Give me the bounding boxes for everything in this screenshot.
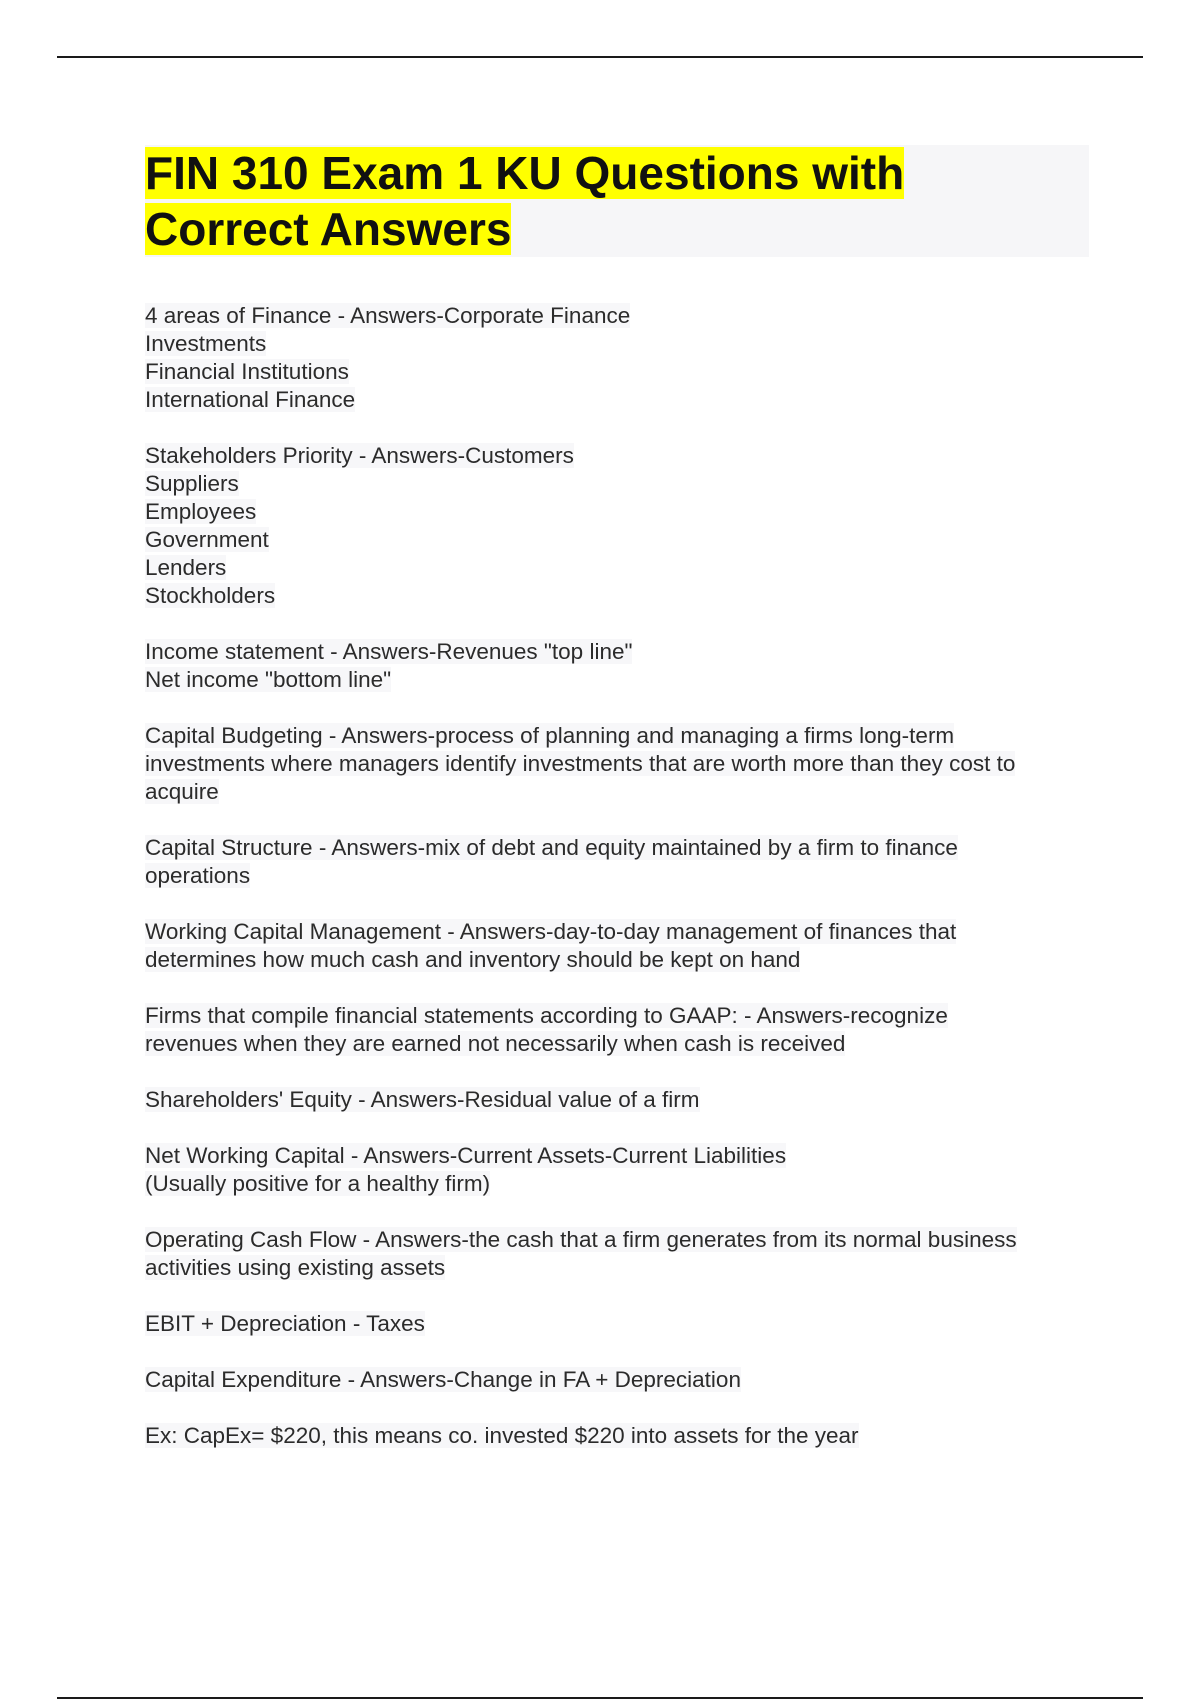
footer-rule: [57, 1697, 1143, 1699]
qa-entry-operating-cash-flow: [145, 1226, 1095, 1282]
entry-line: Shareholders' Equity - Answers-Residual value of a firm: [145, 1087, 700, 1112]
qa-entry-ocf-formula: [145, 1310, 1095, 1338]
entry-line: Net income "bottom line": [145, 667, 392, 692]
entry-line: Investments: [145, 331, 267, 356]
entry-line: Employees: [145, 499, 257, 524]
header-rule: [57, 56, 1143, 58]
entry-line: Capital Expenditure - Answers-Change in FA + Depreciation: [145, 1367, 741, 1392]
qa-entry-shareholders-equity: [145, 1086, 1095, 1114]
entry-line: acquire: [145, 779, 219, 804]
entry-line: operations: [145, 863, 251, 888]
qa-entry-gaap: [145, 1002, 1095, 1058]
entry-line: Lenders: [145, 555, 227, 580]
entry-line: EBIT + Depreciation - Taxes: [145, 1311, 425, 1336]
entry-line: Operating Cash Flow - Answers-the cash that a firm generates from its normal business: [145, 1227, 1017, 1252]
title-line-1: FIN 310 Exam 1 KU Questions with: [145, 147, 905, 199]
qa-entry-net-working-capital: [145, 1142, 1095, 1198]
title-block: [145, 145, 1089, 257]
entry-line: 4 areas of Finance - Answers-Corporate Finance: [145, 303, 631, 328]
document-title: [145, 145, 1089, 257]
entry-line: Ex: CapEx= $220, this means co. invested $220 into assets for the year: [145, 1423, 859, 1448]
qa-entry-capital-structure: [145, 834, 1095, 890]
qa-entry-stakeholders: [145, 442, 1095, 610]
entry-line: Stakeholders Priority - Answers-Customers: [145, 443, 574, 468]
qa-entry-capital-budgeting: [145, 722, 1095, 806]
entry-line: revenues when they are earned not necessarily when cash is received: [145, 1031, 846, 1056]
entry-line: Capital Structure - Answers-mix of debt and equity maintained by a firm to finance: [145, 835, 958, 860]
qa-list: [145, 302, 1095, 1478]
qa-entry-working-capital-management: [145, 918, 1095, 974]
entry-line: Net Working Capital - Answers-Current Assets-Current Liabilities: [145, 1143, 787, 1168]
qa-entry-capex-example: [145, 1422, 1095, 1450]
entry-line: (Usually positive for a healthy firm): [145, 1171, 491, 1196]
entry-line: International Finance: [145, 387, 356, 412]
entry-line: Income statement - Answers-Revenues "top line": [145, 639, 633, 664]
entry-line: Capital Budgeting - Answers-process of planning and managing a firms long-term: [145, 723, 955, 748]
entry-line: determines how much cash and inventory should be kept on hand: [145, 947, 801, 972]
qa-entry-income-statement: [145, 638, 1095, 694]
qa-entry-finance-areas: [145, 302, 1095, 414]
entry-line: Suppliers: [145, 471, 239, 496]
title-line-2: Correct Answers: [145, 203, 512, 255]
entry-line: activities using existing assets: [145, 1255, 446, 1280]
entry-line: Firms that compile financial statements according to GAAP: - Answers-recognize: [145, 1003, 948, 1028]
entry-line: Stockholders: [145, 583, 276, 608]
qa-entry-capital-expenditure: [145, 1366, 1095, 1394]
entry-line: Financial Institutions: [145, 359, 349, 384]
entry-line: Government: [145, 527, 269, 552]
entry-line: Working Capital Management - Answers-day-to-day management of finances that: [145, 919, 957, 944]
entry-line: investments where managers identify investments that are worth more than they cost to: [145, 751, 1016, 776]
